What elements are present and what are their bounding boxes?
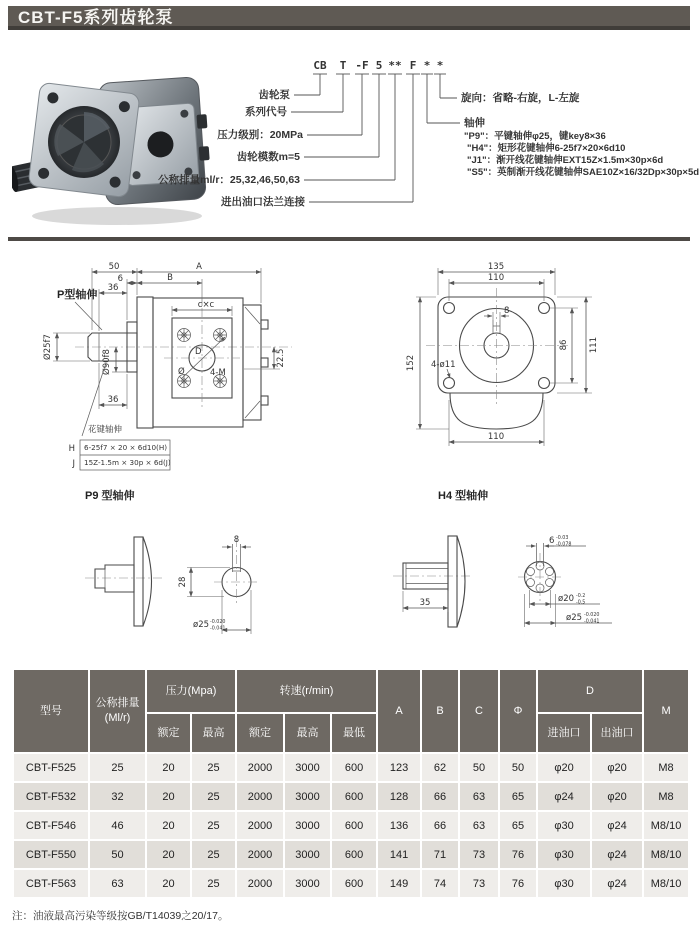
h4-dim-35: 35 [419, 598, 431, 608]
header-displacement [89, 669, 146, 753]
h4-detail-drawing [393, 488, 612, 627]
table-cell: CBT-F532 [13, 782, 89, 811]
table-cell: 149 [377, 869, 421, 898]
dim-110-top: 110 [487, 273, 505, 283]
shaft-option-j1: "J1"：渐开线花键轴伸EXT15Z×1.5m×30p×6d [467, 155, 664, 166]
spline-shaft-label: 花键轴伸 [88, 425, 123, 435]
spline-key-j: J [72, 459, 75, 469]
header-model: 型号 [13, 669, 89, 753]
table-cell: 2000 [236, 782, 284, 811]
h4-dia20-tol-lower: -0.5 [576, 600, 586, 606]
table-cell: CBT-F550 [13, 840, 89, 869]
footnote: 注：油液最高污染等级按GB/T14039之20/17。 [12, 910, 229, 922]
header-pressure: 压力(Mpa) [146, 669, 236, 713]
code-label-module: 齿轮模数m=5 [236, 151, 300, 163]
table-cell: 600 [331, 782, 377, 811]
table-cell: 76 [499, 840, 537, 869]
table-cell: 123 [377, 753, 421, 782]
table-cell: 3000 [284, 811, 331, 840]
phi-mark: Ø [178, 367, 185, 377]
h4-dim6-tol-lower: -0.078 [556, 542, 572, 548]
table-cell: 66 [421, 782, 459, 811]
table-cell: 20 [146, 811, 191, 840]
h4-dia25-tol-lower: -0.041 [584, 619, 600, 625]
table-cell: 20 [146, 782, 191, 811]
table-cell: φ20 [537, 753, 591, 782]
table-cell: 50 [499, 753, 537, 782]
shaft-option-h4: "H4"：矩形花键轴伸6-25f7×20×6d10 [467, 143, 626, 154]
table-cell: φ30 [537, 840, 591, 869]
p9-dia25-label: ø25 [193, 620, 210, 630]
side-view-drawing [42, 262, 292, 470]
table-cell: 600 [331, 811, 377, 840]
dia-25f7: Ø25f7 [43, 334, 53, 360]
spline-value-h: 6-25f7 × 20 × 6d10(H) [84, 443, 168, 452]
dim-A: A [196, 262, 202, 272]
code-symbol: ** [388, 59, 402, 72]
table-cell: φ24 [591, 840, 643, 869]
dim-86: 86 [559, 339, 569, 351]
header-phi: Φ [499, 669, 537, 753]
header-speed-min: 最低 [331, 713, 377, 753]
code-symbol: F [409, 59, 417, 72]
table-cell: 50 [89, 840, 146, 869]
table-cell: 50 [459, 753, 499, 782]
table-cell: 25 [191, 753, 236, 782]
p9-view-label: P9 型轴伸 [85, 490, 135, 502]
table-cell: 65 [499, 811, 537, 840]
table-cell: 63 [459, 811, 499, 840]
title-bar [8, 6, 690, 30]
code-symbol: CB [313, 59, 327, 72]
table-row [13, 840, 689, 869]
table-cell: 25 [191, 840, 236, 869]
p9-dia25-tol-lower: -0.041 [210, 626, 226, 632]
table-cell: M8/10 [643, 869, 689, 898]
table-cell: 25 [191, 869, 236, 898]
h4-dim6-label: 6 [549, 536, 555, 546]
header-d: D [537, 669, 643, 713]
dim-110-bottom: 110 [487, 432, 505, 442]
code-label-displacement: 公称排量ml/r：25,32,46,50,63 [158, 174, 300, 186]
shaft-option-s5: "S5"：英制渐开线花键轴伸SAE10Z×16/32Dp×30p×5d [467, 167, 700, 178]
dim-152: 152 [406, 354, 416, 372]
table-cell: M8 [643, 782, 689, 811]
flange-view-drawing [406, 262, 599, 446]
technical-drawings [0, 250, 700, 665]
table-cell: 20 [146, 753, 191, 782]
code-label-pressure: 压力级别：20MPa [217, 129, 303, 141]
four-m-label: 4-M [210, 368, 226, 378]
table-cell: CBT-F525 [13, 753, 89, 782]
table-cell: CBT-F546 [13, 811, 89, 840]
h4-dia25-tol-upper: -0.020 [584, 613, 600, 618]
h4-dim6-tol-upper: -0.03 [556, 536, 569, 541]
table-cell: 136 [377, 811, 421, 840]
code-label-shaft: 轴伸 [464, 117, 485, 129]
code-symbol: * [423, 59, 431, 72]
table-cell: M8 [643, 753, 689, 782]
table-cell: 141 [377, 840, 421, 869]
table-cell: φ20 [591, 753, 643, 782]
h4-dia20-label: ø20 [558, 594, 575, 604]
code-label-series: 系列代号 [245, 106, 287, 118]
table-cell: CBT-F563 [13, 869, 89, 898]
table-cell: 63 [89, 869, 146, 898]
code-symbol: -F [355, 59, 369, 72]
table-cell: 65 [499, 782, 537, 811]
table-cell: 20 [146, 869, 191, 898]
dim-cxc: c×c [197, 300, 215, 310]
section-divider [8, 237, 690, 241]
table-cell: 25 [89, 753, 146, 782]
table-cell: 3000 [284, 840, 331, 869]
table-row [13, 811, 689, 840]
dim-111: 111 [589, 336, 599, 354]
dim-36-top: 36 [107, 283, 119, 293]
table-cell: φ30 [537, 811, 591, 840]
table-cell: 2000 [236, 753, 284, 782]
spline-table [69, 440, 171, 470]
table-cell: 2000 [236, 811, 284, 840]
table-cell: 3000 [284, 869, 331, 898]
holes-label: 4-ø11 [431, 360, 456, 370]
table-cell: 600 [331, 840, 377, 869]
dim-6: 6 [117, 274, 123, 284]
h4-dia20-tol-upper: -0.2 [576, 594, 586, 599]
code-symbol: * [436, 59, 444, 72]
code-label-rotation: 旋向：省略-右旋，L-左旋 [461, 92, 580, 104]
spec-table [12, 668, 690, 899]
header-pressure-max: 最高 [191, 713, 236, 753]
header-c: C [459, 669, 499, 753]
header-speed-max: 最高 [284, 713, 331, 753]
header-speed-rated: 额定 [236, 713, 284, 753]
header-displacement-line2: (Ml/r) [104, 712, 131, 724]
table-cell: 66 [421, 811, 459, 840]
code-symbol: T [339, 59, 347, 72]
table-cell: 73 [459, 869, 499, 898]
code-symbol: 5 [375, 59, 383, 72]
table-cell: 32 [89, 782, 146, 811]
header-displacement-line1: 公称排量 [95, 697, 140, 710]
table-cell: φ24 [591, 869, 643, 898]
header-m: M [643, 669, 689, 753]
table-cell: M8/10 [643, 811, 689, 840]
table-cell: 46 [89, 811, 146, 840]
model-code-diagram [140, 55, 700, 237]
header-pressure-rated: 额定 [146, 713, 191, 753]
shaft-option-p9: "P9"：平键轴伸φ25，键key8×36 [464, 131, 606, 142]
table-cell: 25 [191, 811, 236, 840]
h4-dia25-label: ø25 [566, 613, 583, 623]
table-row [13, 782, 689, 811]
p9-detail-drawing [85, 488, 259, 634]
dia-90f8: Ø90f8 [102, 349, 112, 375]
table-cell: 600 [331, 753, 377, 782]
table-cell: φ30 [537, 869, 591, 898]
code-label-pump: 齿轮泵 [258, 89, 290, 101]
header-b: B [421, 669, 459, 753]
header-a: A [377, 669, 421, 753]
table-cell: 73 [459, 840, 499, 869]
table-cell: 3000 [284, 782, 331, 811]
table-cell: φ24 [537, 782, 591, 811]
spec-table-body [13, 753, 689, 898]
p-shaft-label: P型轴伸 [57, 289, 98, 301]
spline-key-h: H [68, 444, 75, 454]
dim-50: 50 [108, 262, 120, 272]
header-outlet: 出油口 [591, 713, 643, 753]
table-cell: 76 [499, 869, 537, 898]
p9-dia25-tol-upper: -0.020 [210, 620, 226, 625]
table-cell: 20 [146, 840, 191, 869]
table-cell: 3000 [284, 753, 331, 782]
table-cell: φ20 [591, 782, 643, 811]
dim-B: B [167, 273, 173, 283]
code-label-flange: 进出油口法兰连接 [221, 196, 305, 208]
table-cell: 71 [421, 840, 459, 869]
header-speed: 转速(r/min) [236, 669, 377, 713]
h4-view-label: H4 型轴伸 [438, 490, 489, 502]
table-row [13, 869, 689, 898]
table-cell: 2000 [236, 840, 284, 869]
table-cell: M8/10 [643, 840, 689, 869]
table-cell: 63 [459, 782, 499, 811]
table-cell: 128 [377, 782, 421, 811]
table-cell: φ24 [591, 811, 643, 840]
table-row [13, 753, 689, 782]
page-title: CBT-F5系列齿轮泵 [18, 8, 174, 27]
spline-value-j: 15Z-1.5m × 30p × 6d(J) [84, 458, 171, 467]
dim-8: 8 [504, 306, 510, 316]
dim-22-5: 22.5 [276, 348, 286, 368]
p9-dim-8: 8 [233, 535, 240, 545]
dim-36-bottom: 36 [107, 395, 119, 405]
header-inlet: 进油口 [537, 713, 591, 753]
table-cell: 2000 [236, 869, 284, 898]
d-mark: D [195, 347, 202, 357]
p9-dim-28: 28 [178, 576, 188, 588]
table-cell: 600 [331, 869, 377, 898]
table-cell: 74 [421, 869, 459, 898]
dim-135: 135 [487, 262, 505, 272]
table-cell: 25 [191, 782, 236, 811]
table-cell: 62 [421, 753, 459, 782]
